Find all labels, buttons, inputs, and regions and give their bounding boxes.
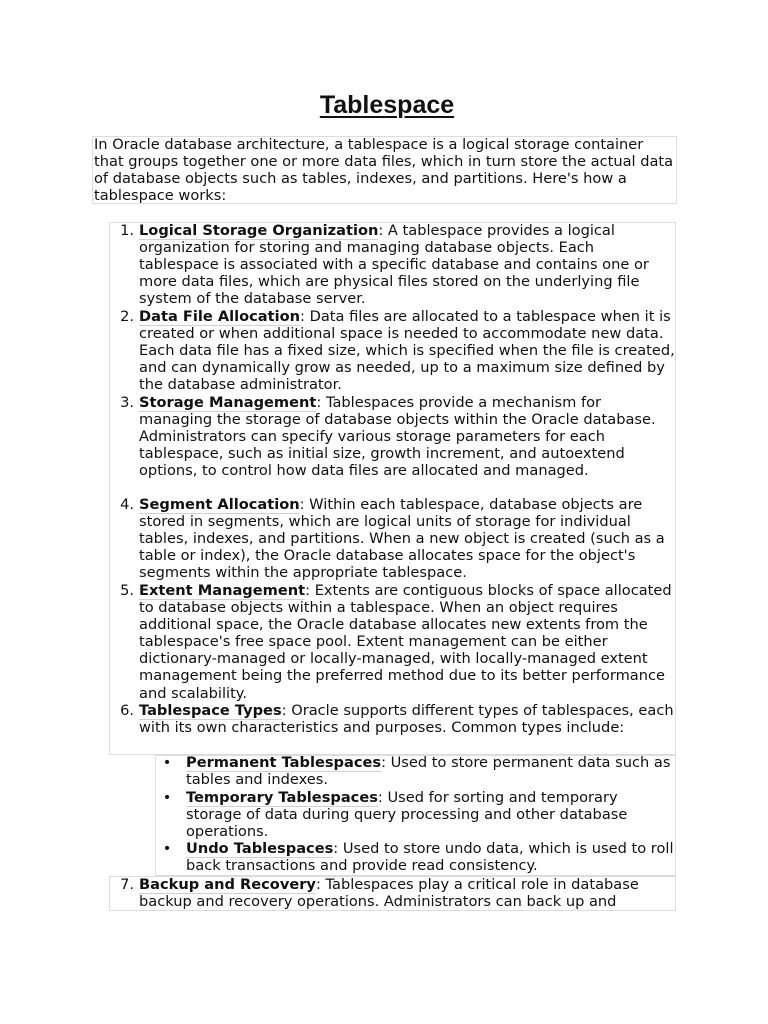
list-item-term: Tablespace Types	[139, 702, 282, 719]
list-item-number: 1.	[120, 222, 134, 239]
list-item-term: Logical Storage Organization	[139, 222, 379, 239]
list-item-text: : Data files are allocated to a tablespace when it is created or when additional space is needed to accommodate new data. Each data file has a fixed size, which is specified when the file is created, and can dynamically grow as needed, up to a maximum size defined by the database administrator.	[139, 308, 675, 394]
page-title: Tablespace	[319, 91, 455, 119]
intro-paragraph: In Oracle database architecture, a tablespace is a logical storage container that groups together one or more data files, which in turn store the actual data of database objects such as tables, indexes, and partitions. Here's how a tablespace works:	[92, 136, 677, 204]
list-item	[120, 308, 676, 394]
bullet-item	[162, 754, 676, 789]
list-item-number: 3.	[120, 394, 134, 411]
list-item-number: 7.	[120, 876, 134, 893]
bullet-item	[162, 789, 676, 841]
list-item	[120, 394, 676, 480]
list-item-term: Segment Allocation	[139, 496, 300, 513]
list-item-number: 5.	[120, 582, 134, 599]
list-item-term: Backup and Recovery	[139, 876, 316, 893]
bullet-item-text: : Used to store undo data, which is used to roll back transactions and provide read consistency.	[186, 840, 674, 875]
bullet-item-text: : Used for sorting and temporary storage of data during query processing and other database operations.	[186, 789, 628, 841]
list-item-term: Storage Management	[139, 394, 317, 411]
bullet-item-term: Temporary Tablespaces	[186, 789, 378, 806]
bullet-marker: •	[162, 840, 172, 857]
list-item	[120, 702, 676, 737]
list-item	[120, 496, 676, 582]
list-item-text: : A tablespace provides a logical organization for storing and managing database objects. Each tablespace is associated with a specific database and contains one or more data files, which are physical files stored on the underlying file system of the database server.	[139, 222, 649, 308]
list-item-text: : Tablespaces play a critical role in database backup and recovery operations. Administrators can back up and	[139, 876, 639, 911]
list-item-number: 4.	[120, 496, 134, 513]
list-item-text: : Tablespaces provide a mechanism for managing the storage of database objects within the Oracle database. Administrators can specify various storage parameters for each tablespace, such as initial size, growth increment, and autoextend options, to control how data files are allocated and managed.	[139, 394, 656, 480]
list-item-text: : Extents are contiguous blocks of space allocated to database objects within a tablespace. When an object requires additional space, the Oracle database allocates new extents from the tablespace's free space pool. Extent management can be either dictionary-managed or locally-managed, with locally-managed extent management being the preferred method due to its better performance and scalability.	[139, 582, 672, 702]
list-item-text: : Within each tablespace, database objects are stored in segments, which are logical units of storage for individual tables, indexes, and partitions. When a new object is created (such as a table or index), the Oracle database allocates space for the object's segments within the appropriate tablespace.	[139, 496, 665, 582]
bullet-item	[162, 840, 676, 875]
bullet-item-term: Undo Tablespaces	[186, 840, 334, 857]
list-item	[120, 876, 676, 911]
list-item	[120, 582, 676, 702]
bullet-marker: •	[162, 789, 172, 806]
bullet-marker: •	[162, 754, 172, 771]
list-item-number: 2.	[120, 308, 134, 325]
list-item-number: 6.	[120, 702, 134, 719]
bullet-item-text: : Used to store permanent data such as tables and indexes.	[186, 754, 671, 789]
bullet-item-term: Permanent Tablespaces	[186, 754, 382, 771]
list-item-term: Data File Allocation	[139, 308, 301, 325]
list-item-text: : Oracle supports different types of tablespaces, each with its own characteristics and purposes. Common types include:	[139, 702, 674, 737]
list-item-term: Extent Management	[139, 582, 306, 599]
list-item	[120, 222, 676, 308]
